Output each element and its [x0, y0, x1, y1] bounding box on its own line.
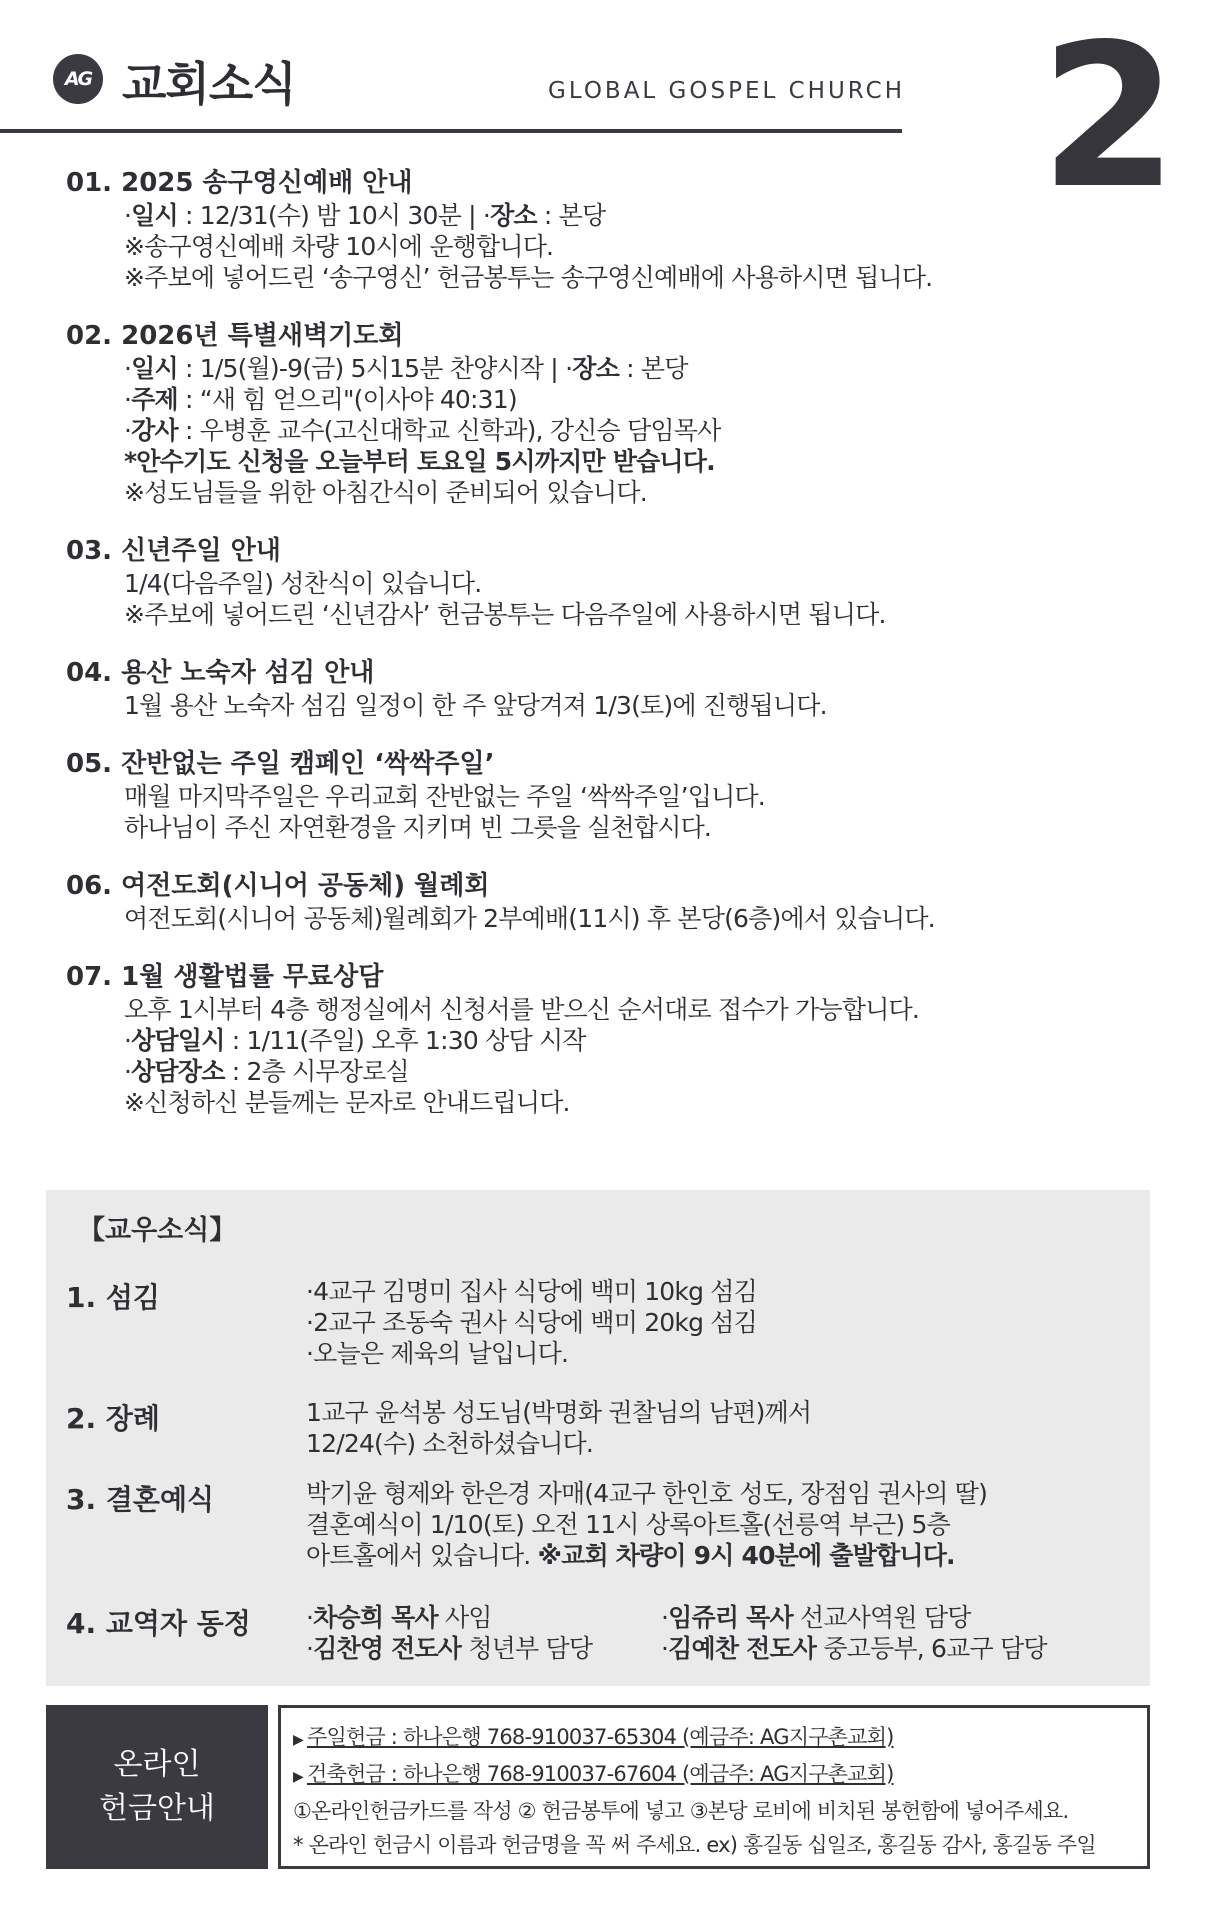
- text-run: 박기윤 형제와 한은경 자매(4교구 한인호 성도, 장점임 권사의 딸): [306, 1479, 988, 1508]
- announcement-line: [124, 903, 1146, 934]
- staff-entry: [661, 1633, 1101, 1664]
- offering-instruction: [293, 1794, 1147, 1828]
- announcement-line: [124, 262, 1146, 293]
- announcement-heading: 02. 2026년 특별새벽기도회: [66, 321, 404, 351]
- announcement-7: [66, 960, 1146, 1118]
- bold-text-run: *안수기도 신청을 오늘부터 토요일 5시까지만 받습니다.: [124, 447, 715, 476]
- text-run: 1월 용산 노숙자 섬김 일정이 한 주 앞당겨져 1/3(토)에 진행됩니다.: [124, 691, 827, 720]
- bold-text-run: 김예찬 전도사: [668, 1634, 817, 1663]
- text-run: 선교사역원 담당: [792, 1603, 971, 1632]
- church-logo: AG: [53, 54, 103, 104]
- text-run: 하나님이 주신 자연환경을 지키며 빈 그릇을 실천합시다.: [124, 813, 712, 842]
- announcement-3: [66, 534, 1146, 630]
- announcement-line: [124, 446, 1146, 477]
- bold-text-run: ※교회 차량이 9시 40분에 출발합니다.: [537, 1541, 955, 1570]
- announcement-line: [124, 568, 1146, 599]
- online-offering-label: [46, 1705, 268, 1869]
- bold-text-run: 일시: [131, 201, 178, 230]
- announcement-1: [66, 166, 1146, 293]
- text-run: 중고등부, 6교구 담당: [816, 1634, 1047, 1663]
- text-run: ※주보에 넣어드린 ‘신년감사’ 헌금봉투는 다음주일에 사용하시면 됩니다.: [124, 600, 886, 629]
- text-run: ·: [124, 354, 132, 383]
- offering-text: 주일헌금 : 하나은행 768-910037-65304 (예금주: AG지구촌교회): [306, 1725, 894, 1749]
- text-run: 매월 마지막주일은 우리교회 잔반없는 주일 ‘싹싹주일’입니다.: [124, 782, 765, 811]
- text-run: 사임: [437, 1603, 492, 1632]
- text-run: ·: [306, 1603, 314, 1632]
- announcement-line: [124, 1025, 1146, 1056]
- news-line: [306, 1509, 1136, 1540]
- news-body: [306, 1397, 1136, 1459]
- announcements: [66, 166, 1146, 1144]
- text-run: ※주보에 넣어드린 ‘송구영신’ 헌금봉투는 송구영신예배에 사용하시면 됩니다.: [124, 263, 933, 292]
- bold-text-run: 주제: [131, 385, 178, 414]
- news-body: [306, 1478, 1136, 1571]
- staff-column: [306, 1602, 661, 1664]
- staff-entry: [661, 1602, 1101, 1633]
- staff-column: [661, 1602, 1101, 1664]
- text-run: ·: [306, 1634, 314, 1663]
- announcement-line: [124, 231, 1146, 262]
- announcement-line: [124, 1056, 1146, 1087]
- announcement-heading: 03. 신년주일 안내: [66, 536, 281, 566]
- header-rule: [0, 129, 902, 133]
- text-run: 청년부 담당: [461, 1634, 593, 1663]
- staff-entry: [306, 1602, 661, 1633]
- text-run: ※성도님들을 위한 아침간식이 준비되어 있습니다.: [124, 478, 647, 507]
- news-line: [306, 1307, 1136, 1338]
- online-label-line2: 헌금안내: [99, 1791, 215, 1826]
- bold-text-run: 차승희 목사: [313, 1603, 438, 1632]
- text-run: ·: [661, 1603, 669, 1632]
- offering-instruction: [293, 1828, 1147, 1862]
- page-number: 2: [1040, 1, 1178, 232]
- announcement-heading: 04. 용산 노숙자 섬김 안내: [66, 658, 375, 688]
- text-run: : 12/31(수) 밤 10시 30분 | ·: [177, 201, 491, 230]
- news-line: [306, 1540, 1136, 1571]
- member-news-box: [46, 1190, 1150, 1686]
- text-run: ·: [124, 1026, 132, 1055]
- bold-text-run: 장소: [572, 354, 619, 383]
- online-label-line1: 온라인: [113, 1747, 201, 1782]
- bold-text-run: 상담장소: [131, 1057, 225, 1086]
- text-run: 1/4(다음주일) 성찬식이 있습니다.: [124, 569, 482, 598]
- bold-text-run: 장소: [490, 201, 537, 230]
- text-run: ·: [124, 1057, 132, 1086]
- announcement-heading: 06. 여전도회(시니어 공동체) 월례회: [66, 871, 490, 901]
- news-line: [306, 1397, 1136, 1428]
- text-run: 오후 1시부터 4층 행정실에서 신청서를 받으신 순서대로 접수가 가능합니다.: [124, 995, 920, 1024]
- staff-columns: [306, 1602, 1136, 1664]
- news-label: 3. 결혼예식: [66, 1483, 215, 1516]
- text-run: 여전도회(시니어 공동체)월례회가 2부예배(11시) 후 본당(6층)에서 있습니다.: [124, 904, 935, 933]
- text-run: ※신청하신 분들께는 문자로 안내드립니다.: [124, 1088, 570, 1117]
- announcement-4: [66, 656, 1146, 721]
- text-run: ·오늘은 제육의 날입니다.: [306, 1339, 569, 1368]
- account-line: [293, 1720, 1147, 1757]
- announcement-heading: 07. 1월 생활법률 무료상담: [66, 962, 384, 992]
- news-label: 2. 장례: [66, 1402, 160, 1435]
- triangle-arrow-icon: ▶: [293, 1732, 303, 1748]
- text-run: : “새 힘 얻으리"(이사야 40:31): [177, 385, 517, 414]
- announcement-heading: 05. 잔반없는 주일 캠페인 ‘싹싹주일’: [66, 749, 495, 779]
- offering-text: ①온라인헌금카드를 작성 ② 헌금봉투에 넣고 ③본당 로비에 비치된 봉헌함에 넣어주세요.: [293, 1799, 1069, 1823]
- online-offering-info: [278, 1705, 1150, 1869]
- offering-text: 건축헌금 : 하나은행 768-910037-67604 (예금주: AG지구촌교회): [306, 1762, 894, 1786]
- announcement-line: [124, 477, 1146, 508]
- text-run: : 우병훈 교수(고신대학교 신학과), 강신승 담임목사: [177, 416, 721, 445]
- announcement-6: [66, 869, 1146, 934]
- bold-text-run: 상담일시: [131, 1026, 225, 1055]
- church-name: GLOBAL GOSPEL CHURCH: [548, 78, 905, 104]
- news-line: [306, 1428, 1136, 1459]
- news-label: 4. 교역자 동정: [66, 1607, 251, 1640]
- text-run: : 1/11(주일) 오후 1:30 상담 시작: [224, 1026, 586, 1055]
- text-run: 결혼예식이 1/10(토) 오전 11시 상록아트홀(선릉역 부근) 5층: [306, 1510, 950, 1539]
- announcement-line: [124, 690, 1146, 721]
- announcement-line: [124, 599, 1146, 630]
- news-line: [306, 1338, 1136, 1369]
- bold-text-run: 김찬영 전도사: [313, 1634, 462, 1663]
- bold-text-run: 강사: [131, 416, 178, 445]
- text-run: ·: [124, 201, 132, 230]
- text-run: ·: [661, 1634, 669, 1663]
- triangle-arrow-icon: ▶: [293, 1769, 303, 1785]
- announcement-line: [124, 1087, 1146, 1118]
- bold-text-run: 임쥬리 목사: [668, 1603, 793, 1632]
- bold-text-run: 일시: [131, 354, 178, 383]
- member-news-title: 【교우소식】: [78, 1215, 237, 1246]
- offering-text: * 온라인 헌금시 이름과 헌금명을 꼭 써 주세요. ex) 홍길동 십일조, 홍길동 감사, 홍길동 주일: [293, 1833, 1096, 1857]
- announcement-2: [66, 319, 1146, 508]
- text-run: : 본당: [618, 354, 688, 383]
- text-run: 12/24(수) 소천하셨습니다.: [306, 1429, 594, 1458]
- text-run: ※송구영신예배 차량 10시에 운행합니다.: [124, 232, 554, 261]
- account-line: [293, 1757, 1147, 1794]
- announcement-heading: 01. 2025 송구영신예배 안내: [66, 168, 413, 198]
- announcement-line: [124, 384, 1146, 415]
- news-body: [306, 1276, 1136, 1369]
- staff-entry: [306, 1633, 661, 1664]
- announcement-line: [124, 994, 1146, 1025]
- news-line: [306, 1276, 1136, 1307]
- news-line: [306, 1478, 1136, 1509]
- announcement-line: [124, 415, 1146, 446]
- announcement-line: [124, 781, 1146, 812]
- announcement-5: [66, 747, 1146, 843]
- page-title: 교회소식: [122, 57, 296, 111]
- text-run: : 1/5(월)-9(금) 5시15분 찬양시작 | ·: [177, 354, 573, 383]
- text-run: 1교구 윤석봉 성도님(박명화 권찰님의 남편)께서: [306, 1398, 812, 1427]
- text-run: ·: [124, 416, 132, 445]
- announcement-line: [124, 812, 1146, 843]
- text-run: : 본당: [536, 201, 606, 230]
- news-body: [306, 1602, 1136, 1664]
- text-run: ·2교구 조동숙 권사 식당에 백미 20kg 섬김: [306, 1308, 757, 1337]
- announcement-line: [124, 353, 1146, 384]
- text-run: 아트홀에서 있습니다.: [306, 1541, 538, 1570]
- text-run: ·: [124, 385, 132, 414]
- news-label: 1. 섬김: [66, 1281, 160, 1314]
- announcement-line: [124, 200, 1146, 231]
- text-run: ·4교구 김명미 집사 식당에 백미 10kg 섬김: [306, 1277, 757, 1306]
- text-run: : 2층 시무장로실: [224, 1057, 409, 1086]
